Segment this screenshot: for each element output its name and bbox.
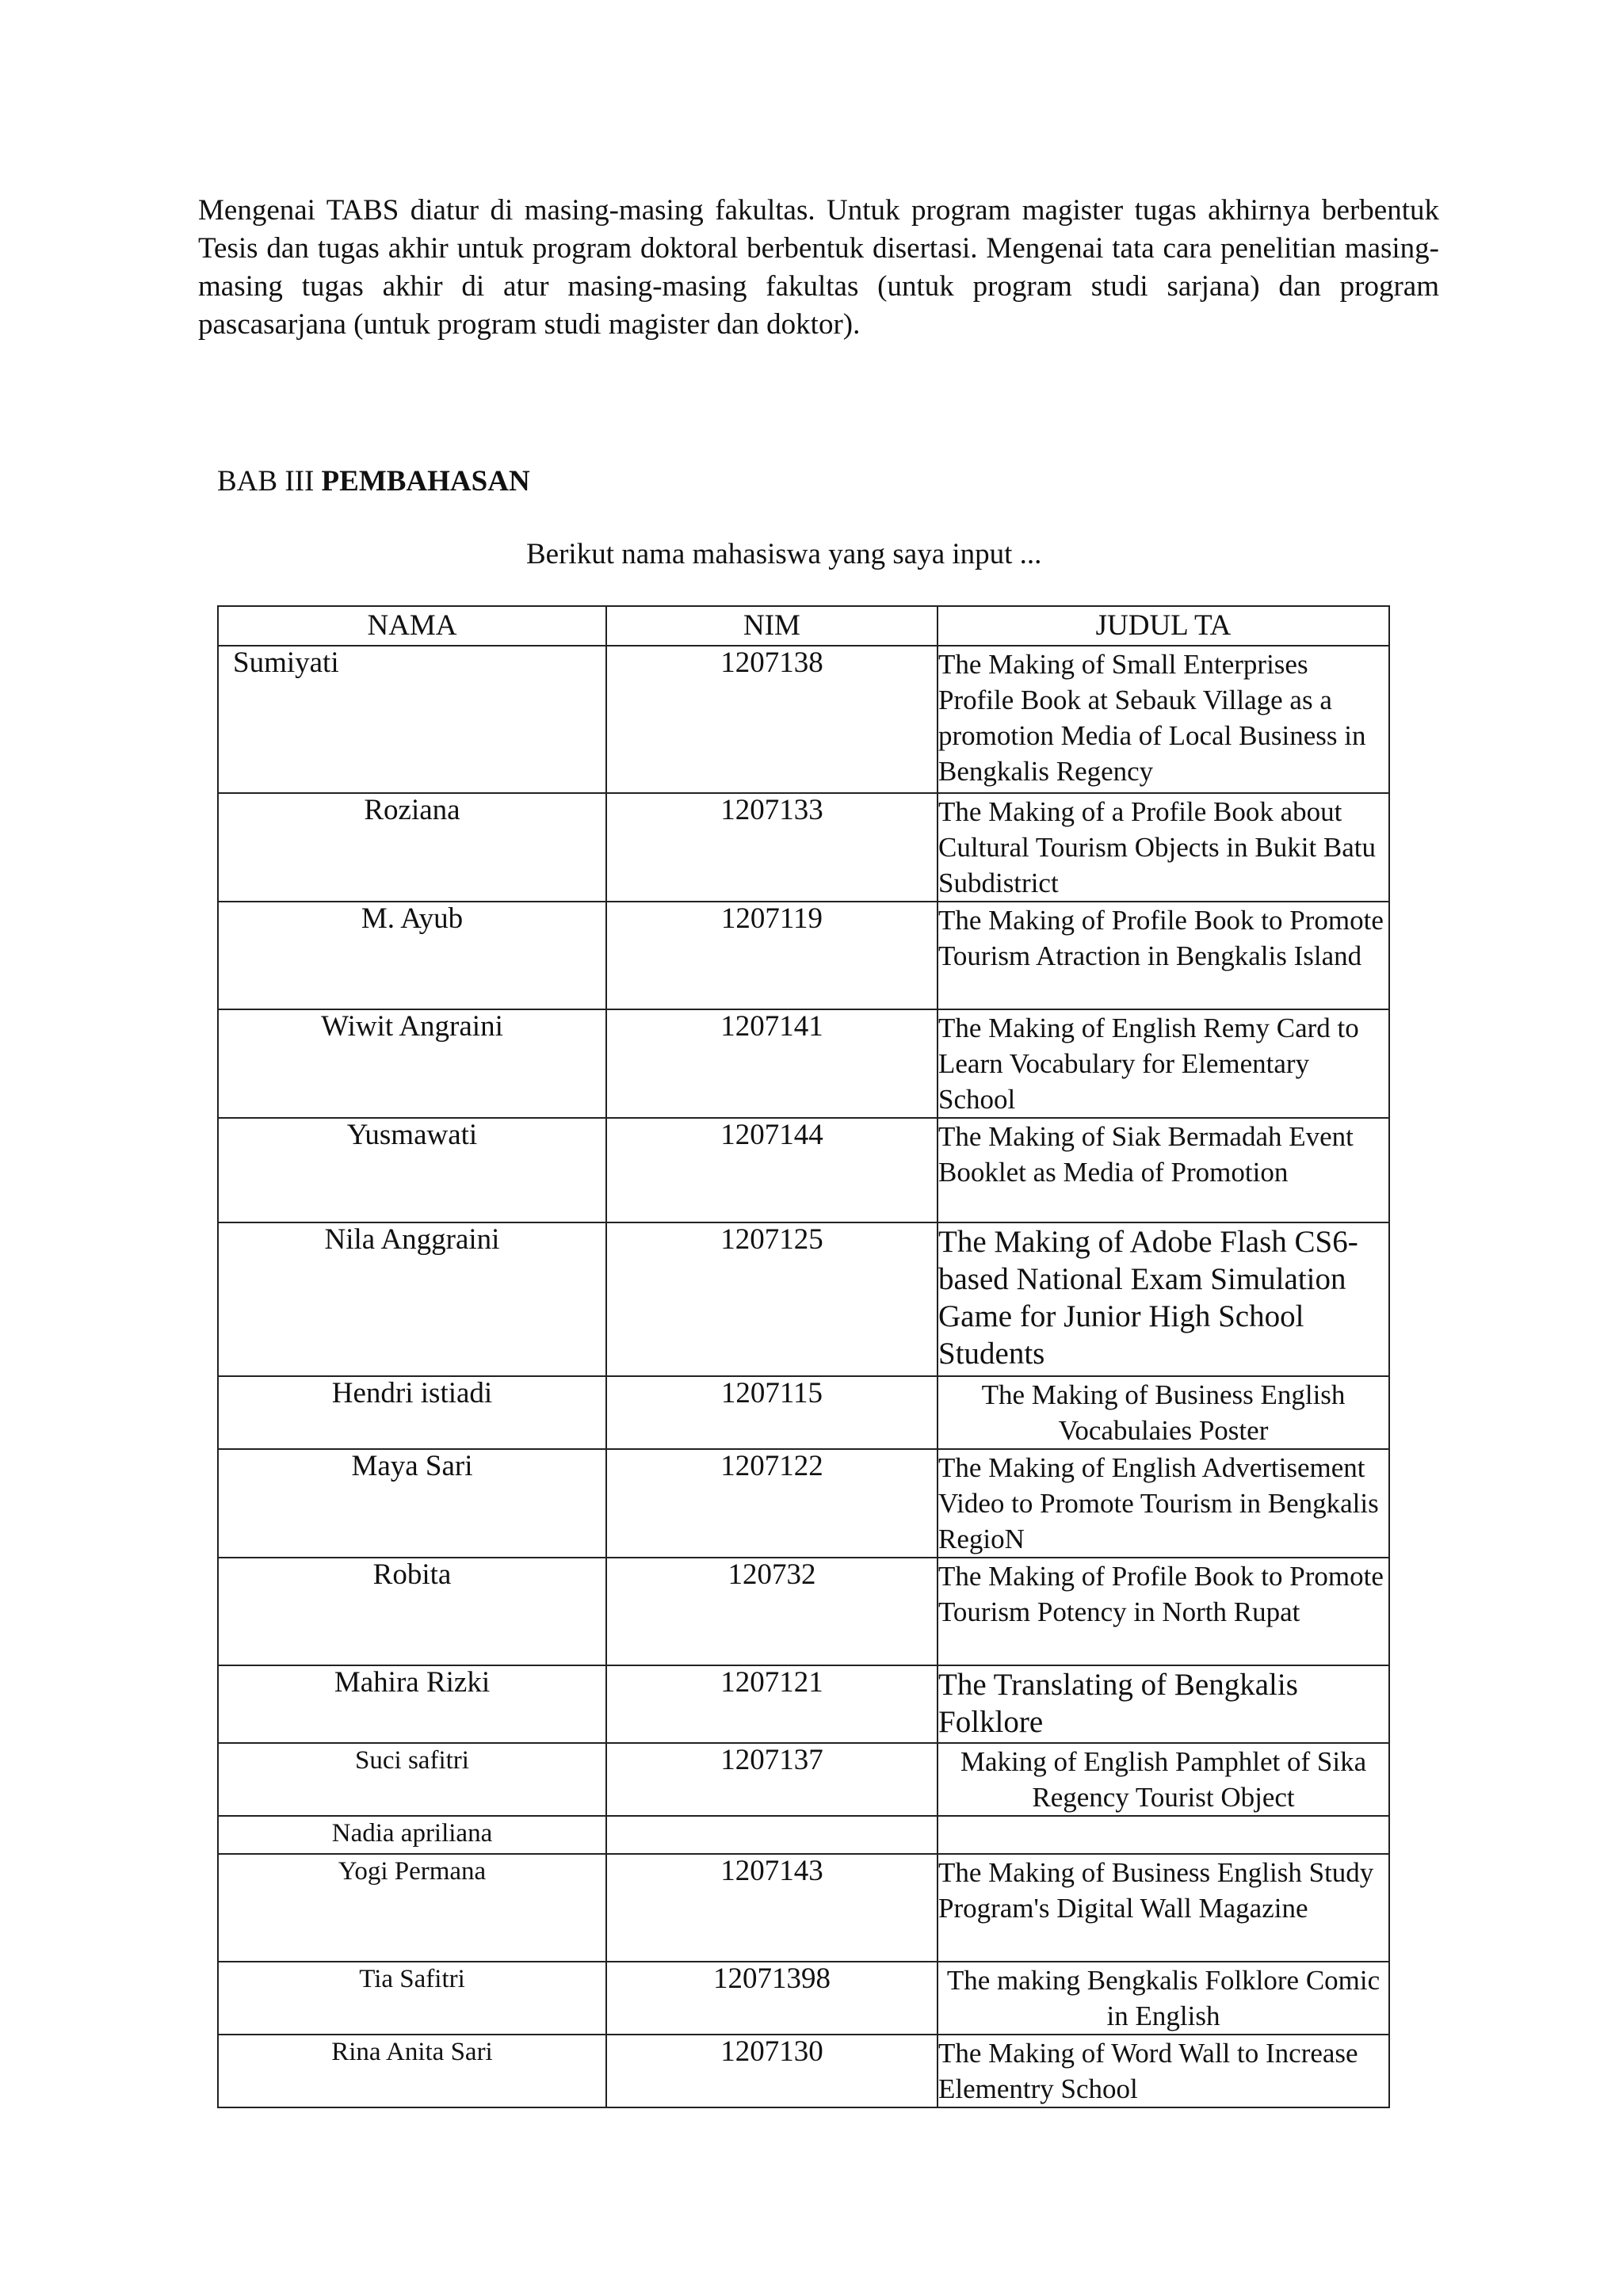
cell-nim: 1207144	[606, 1118, 938, 1222]
cell-nim: 120732	[606, 1558, 938, 1665]
cell-nama: M. Ayub	[218, 902, 606, 1009]
cell-nama: Wiwit Angraini	[218, 1009, 606, 1118]
table-row	[218, 1816, 1389, 1854]
cell-nim: 1207133	[606, 793, 938, 902]
table-row	[218, 1665, 1389, 1743]
cell-nama: Suci safitri	[218, 1743, 606, 1816]
cell-nim: 1207119	[606, 902, 938, 1009]
cell-judul: The Making of Business English Study Program's Digital Wall Magazine	[938, 1854, 1389, 1962]
cell-judul: The Making of English Advertisement Video to Promote Tourism in Bengkalis RegioN	[938, 1449, 1389, 1558]
cell-nim: 1207141	[606, 1009, 938, 1118]
cell-nama: Nila Anggraini	[218, 1222, 606, 1376]
table-row	[218, 1009, 1389, 1118]
cell-judul: The making Bengkalis Folklore Comic in English	[938, 1962, 1389, 2035]
cell-nim: 1207130	[606, 2035, 938, 2107]
table-row	[218, 1743, 1389, 1816]
cell-judul: The Making of English Remy Card to Learn Vocabulary for Elementary School	[938, 1009, 1389, 1118]
cell-judul: The Making of Word Wall to Increase Elementry School	[938, 2035, 1389, 2107]
table-row	[218, 1449, 1389, 1558]
chapter-label: BAB III	[217, 465, 322, 498]
table-row	[218, 793, 1389, 902]
cell-nim	[606, 1816, 938, 1854]
header-nim: NIM	[606, 606, 938, 646]
intro-paragraph: Mengenai TABS diatur di masing-masing fakultas. Untuk program magister tugas akhirnya berbentuk Tesis dan tugas akhir untuk program doktoral berbentuk disertasi. Mengenai tata cara penelitian masing-masing tugas akhir di atur masing-masing fakultas (untuk program studi sarjana) dan program pascasarjana (untuk program studi magister dan doktor).	[198, 194, 1439, 341]
table-row	[218, 2035, 1389, 2107]
cell-nim: 1207138	[606, 646, 938, 793]
cell-nim: 1207125	[606, 1222, 938, 1376]
cell-nim: 1207121	[606, 1665, 938, 1743]
chapter-heading	[217, 464, 530, 498]
table-row	[218, 1118, 1389, 1222]
cell-nama: Mahira Rizki	[218, 1665, 606, 1743]
cell-nama: Hendri istiadi	[218, 1376, 606, 1449]
cell-nama: Nadia apriliana	[218, 1816, 606, 1854]
cell-judul: The Making of a Profile Book about Cultural Tourism Objects in Bukit Batu Subdistrict	[938, 793, 1389, 902]
table-row	[218, 646, 1389, 793]
cell-nama: Roziana	[218, 793, 606, 902]
cell-nim: 1207115	[606, 1376, 938, 1449]
header-nama: NAMA	[218, 606, 606, 646]
cell-nama: Robita	[218, 1558, 606, 1665]
table-row	[218, 1558, 1389, 1665]
cell-judul: The Translating of Bengkalis Folklore	[938, 1665, 1389, 1743]
cell-nim: 1207137	[606, 1743, 938, 1816]
chapter-title: PEMBAHASAN	[321, 465, 530, 498]
cell-nama: Yusmawati	[218, 1118, 606, 1222]
cell-judul	[938, 1816, 1389, 1854]
cell-nama: Maya Sari	[218, 1449, 606, 1558]
cell-judul: The Making of Small Enterprises Profile Book at Sebauk Village as a promotion Media of Local Business in Bengkalis Regency	[938, 646, 1389, 793]
student-table	[217, 605, 1390, 2108]
cell-nama: Tia Safitri	[218, 1962, 606, 2035]
cell-nim: 1207122	[606, 1449, 938, 1558]
table-row	[218, 1222, 1389, 1376]
table-caption: Berikut nama mahasiswa yang saya input ...	[526, 538, 1042, 570]
table-row	[218, 1854, 1389, 1962]
cell-judul: Making of English Pamphlet of Sika Regency Tourist Object	[938, 1743, 1389, 1816]
cell-judul: The Making of Profile Book to Promote Tourism Potency in North Rupat	[938, 1558, 1389, 1665]
table-row	[218, 902, 1389, 1009]
cell-nim: 12071398	[606, 1962, 938, 2035]
table-header-row	[218, 606, 1389, 646]
table-row	[218, 1376, 1389, 1449]
cell-nama: Rina Anita Sari	[218, 2035, 606, 2107]
cell-nim: 1207143	[606, 1854, 938, 1962]
cell-nama: Sumiyati	[218, 646, 606, 793]
table-row	[218, 1962, 1389, 2035]
cell-judul: The Making of Adobe Flash CS6-based National Exam Simulation Game for Junior High School Students	[938, 1222, 1389, 1376]
cell-judul: The Making of Business English Vocabulaies Poster	[938, 1376, 1389, 1449]
cell-judul: The Making of Profile Book to Promote Tourism Atraction in Bengkalis Island	[938, 902, 1389, 1009]
cell-judul: The Making of Siak Bermadah Event Booklet as Media of Promotion	[938, 1118, 1389, 1222]
cell-nama: Yogi Permana	[218, 1854, 606, 1962]
header-judul: JUDUL TA	[938, 606, 1389, 646]
